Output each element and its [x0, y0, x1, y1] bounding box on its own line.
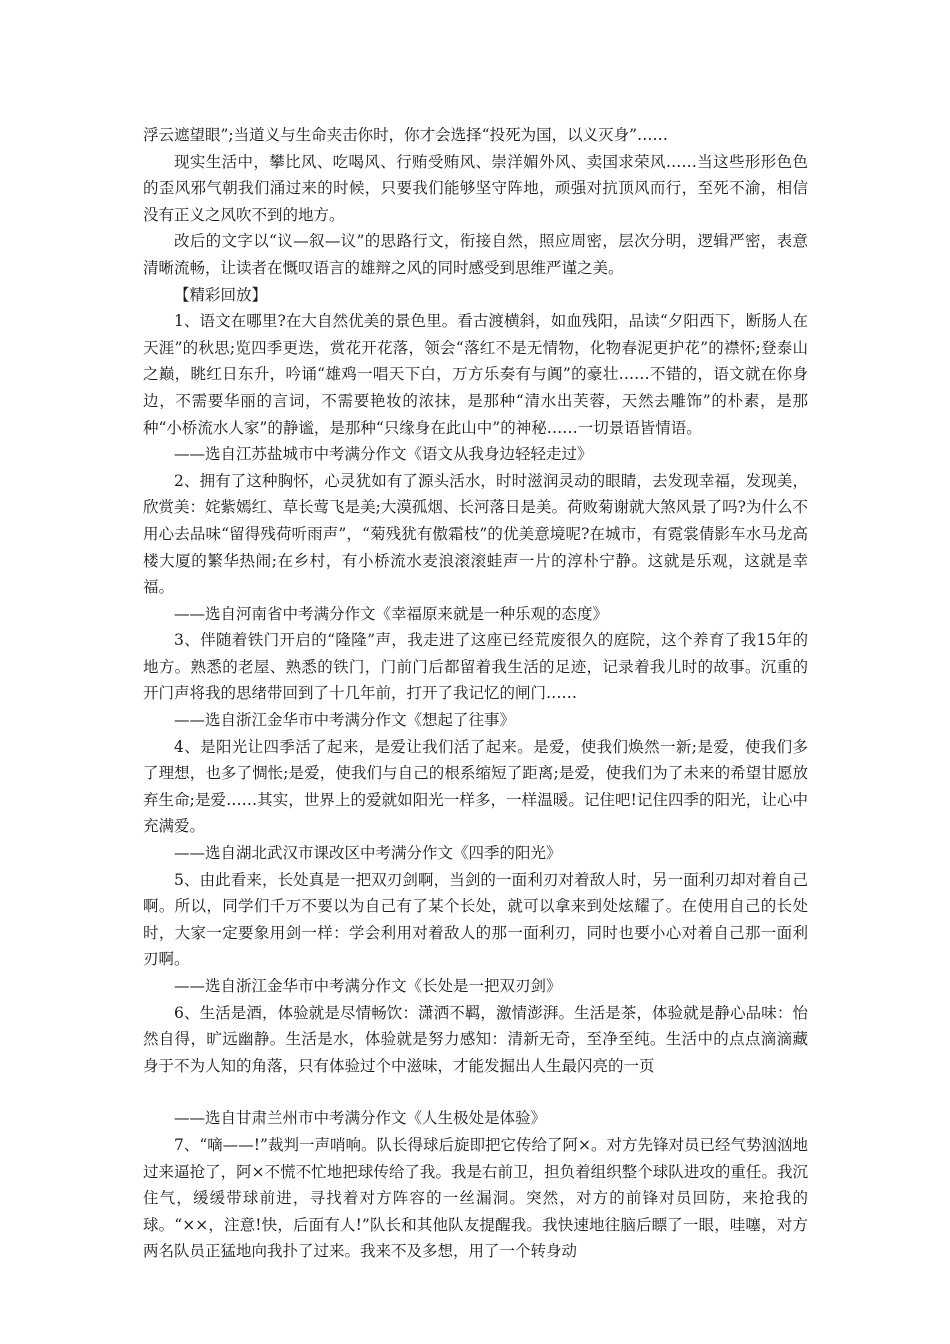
- blank-line: [143, 1079, 808, 1105]
- excerpt-source: ——选自甘肃兰州市中考满分作文《人生极处是体验》: [174, 1109, 547, 1128]
- excerpt-paragraph: 6、生活是酒，体验就是尽情畅饮：潇洒不羁，激情澎湃。生活是茶，体验就是静心品味：怡然自得，旷远幽静。生活是水，体验就是努力感知：清新无奇，至净至纯。生活中的点点滴滴藏身于不为人知的角落，只有体验过个中滋味，才能发掘出人生最闪亮的一页: [143, 1003, 808, 1075]
- excerpt-paragraph: 1、语文在哪里?在大自然优美的景色里。看古渡横斜，如血残阳，品读“夕阳西下，断肠人在天涯”的秋思;览四季更迭，赏花开花落，领会“落红不是无情物，化物春泥更护花”的襟怀;登泰山之巅，眺红日东升，吟诵“雄鸡一唱天下白，万方乐奏有与阗”的豪壮……不错的，语文就在你身边，不需要华丽的言词，不需要艳妆的浓抹，是那种“清水出芙蓉，天然去雕饰”的朴素，是那种“小桥流水人家”的静谧，是那种“只缘身在此山中”的神秘……一切景语皆情语。: [143, 312, 808, 437]
- excerpt-source: ——选自河南省中考满分作文《幸福原来就是一种乐观的态度》: [174, 604, 609, 623]
- excerpt-source: ——选自浙江金华市中考满分作文《想起了往事》: [174, 711, 516, 730]
- section-heading: 【精彩回放】: [174, 285, 268, 304]
- document-page: [143, 122, 808, 1265]
- body-paragraph: 浮云遮望眼”;当道义与生命夹击你时，你才会选择“投死为国，以义灭身”……: [143, 126, 668, 144]
- body-paragraph: 现实生活中，攀比风、吃喝风、行贿受贿风、崇洋媚外风、卖国求荣风……当这些形形色色的歪风邪气朝我们涌过来的时候，只要我们能够坚守阵地，顽强对抗顶风而行，至死不渝，相信没有正义之风吹不到的地方。: [143, 152, 808, 224]
- body-paragraph: 改后的文字以“议—叙—议”的思路行文，衔接自然，照应周密，层次分明，逻辑严密，表意清晰流畅，让读者在慨叹语言的雄辩之风的同时感受到思维严谨之美。: [143, 232, 808, 277]
- excerpt-paragraph: 4、是阳光让四季活了起来，是爱让我们活了起来。是爱，使我们焕然一新;是爱，使我们多了理想，也多了惆怅;是爱，使我们与自己的根系缩短了距离;是爱，使我们为了未来的希望甘愿放弃生命;是爱……其实，世界上的爱就如阳光一样多，一样温暖。记住吧!记住四季的阳光，让心中充满爱。: [143, 737, 808, 836]
- excerpt-source: ——选自浙江金华市中考满分作文《长处是一把双刃剑》: [174, 977, 562, 995]
- excerpt-source: ——选自江苏盐城市中考满分作文《语文从我身边轻轻走过》: [174, 445, 593, 464]
- excerpt-paragraph: 5、由此看来，长处真是一把双刃剑啊，当剑的一面利刃对着敌人时，另一面利刃却对着自己啊。所以，同学们千万不要以为自己有了某个长处，就可以拿来到处炫耀了。在使用自己的长处时，大家一定要象用剑一样：学会利用对着敌人的那一面利刃，同时也要小心对着自己那一面利刃啊。: [143, 870, 808, 969]
- excerpt-paragraph: 3、伴随着铁门开启的“隆隆”声，我走进了这座已经荒废很久的庭院，这个养育了我15年的地方。熟悉的老屋、熟悉的铁门，门前门后都留着我生活的足迹，记录着我儿时的故事。沉重的开门声将我的思绪带回到了十几年前，打开了我记忆的闸门……: [143, 631, 808, 703]
- excerpt-paragraph: 2、拥有了这种胸怀，心灵犹如有了源头活水，时时滋润灵动的眼睛，去发现幸福，发现美，欣赏美：姹紫嫣红、草长莺飞是美;大漠孤烟、长河落日是美。荷败菊谢就大煞风景了吗?为什么不用心去品味“留得残荷听雨声”，“菊残犹有傲霜枝”的优美意境呢?在城市，有霓裳倩影车水马龙高楼大厦的繁华热闹;在乡村，有小桥流水麦浪滚滚蛙声一片的淳朴宁静。这就是乐观，这就是幸福。: [143, 471, 808, 597]
- excerpt-source: ——选自湖北武汉市课改区中考满分作文《四季的阳光》: [174, 844, 562, 863]
- excerpt-paragraph: 7、“嘀——!”裁判一声哨响。队长得球后旋即把它传给了阿×。对方先锋对员已经气势汹汹地过来逼抢了，阿×不慌不忙地把球传给了我。我是右前卫，担负着组织整个球队进攻的重任。我沉住气，缓缓带球前进，寻找着对方阵容的一丝漏洞。突然，对方的前锋对员回防，来抢我的球。“××，注意!快，后面有人!”队长和其他队友提醒我。我快速地往脑后瞟了一眼，哇噻，对方两名队员正猛地向我扑了过来。我来不及多想，用了一个转身动: [143, 1135, 808, 1261]
